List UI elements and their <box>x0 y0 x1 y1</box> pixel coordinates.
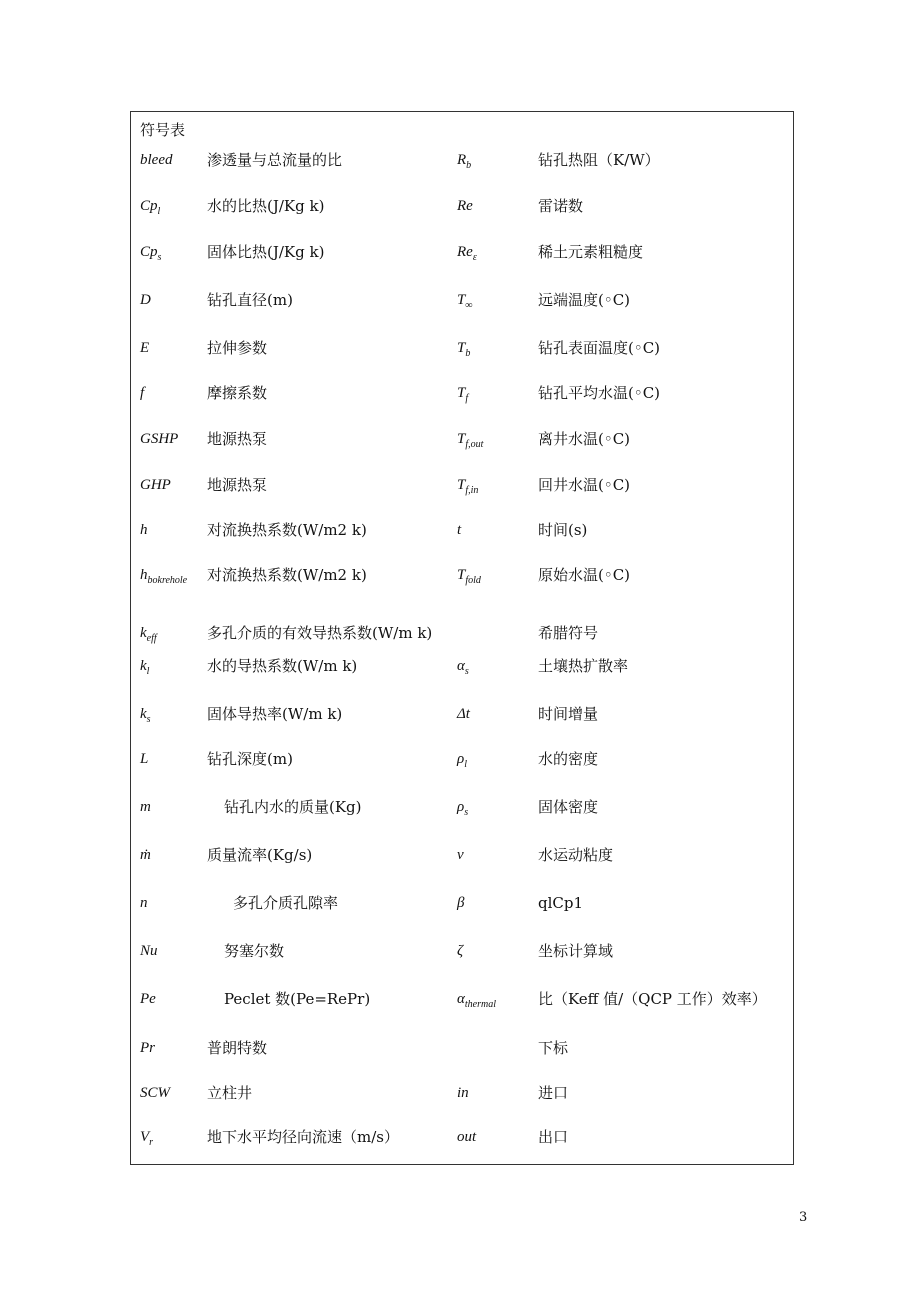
symbol-left: f <box>140 385 145 401</box>
symbol-right: $\alpha_s$ <box>457 658 469 677</box>
symbol-left: h <box>140 522 148 538</box>
table-row <box>0 565 920 589</box>
table-row <box>0 797 920 821</box>
symbol-left: SCW <box>140 1085 170 1101</box>
table-row <box>0 150 920 174</box>
symbol-left: Pr <box>140 1040 155 1056</box>
description-right: 水运动粘度 <box>538 846 614 864</box>
description-right: 回井水温(◦C) <box>538 476 631 494</box>
symbol-right: ν <box>457 847 464 863</box>
description-right: 雷诺数 <box>538 197 584 215</box>
description-right: 稀土元素粗糙度 <box>538 243 644 261</box>
symbol-right: Re <box>457 198 473 214</box>
description-right: 远端温度(◦C) <box>538 291 631 309</box>
symbol-left: E <box>140 340 150 356</box>
symbol-left: GSHP <box>140 431 179 447</box>
table-row <box>0 520 920 544</box>
symbol-right: ζ <box>457 943 464 959</box>
symbol-left: $k_l$ <box>140 658 150 677</box>
table-row <box>0 1038 920 1062</box>
symbol-right: $\rho_s$ <box>457 799 469 818</box>
symbol-right: t <box>457 522 462 538</box>
symbol-left: $k_s$ <box>140 706 151 725</box>
table-row <box>0 989 920 1013</box>
description-left: 立柱井 <box>207 1084 253 1102</box>
symbol-left: $k_{eff}$ <box>140 625 157 644</box>
description-left: 地源热泵 <box>207 430 268 448</box>
description-right: 离井水温(◦C) <box>538 430 631 448</box>
description-right: 时间增量 <box>538 705 599 723</box>
description-right: 水的密度 <box>538 750 599 768</box>
symbol-right: $Re_\varepsilon$ <box>457 244 477 263</box>
table-row <box>0 290 920 314</box>
description-left: 多孔介质的有效导热系数(W/m k) <box>207 624 433 642</box>
description-left: 普朗特数 <box>207 1039 268 1057</box>
description-left: 努塞尔数 <box>224 942 285 960</box>
symbol-right: $T_f$ <box>457 385 469 404</box>
description-left: 固体比热(J/Kg k) <box>207 243 325 261</box>
symbol-left: $Cp_s$ <box>140 244 162 263</box>
table-row <box>0 749 920 773</box>
description-left: 质量流率(Kg/s) <box>207 846 313 864</box>
description-left: 固体导热率(W/m k) <box>207 705 343 723</box>
description-left: 钻孔直径(m) <box>207 291 293 309</box>
symbol-right: $\alpha_{thermal}$ <box>457 991 496 1010</box>
description-right: 坐标计算域 <box>538 942 614 960</box>
table-row <box>0 1127 920 1151</box>
table-title: 符号表 <box>140 121 186 139</box>
description-left: 多孔介质孔隙率 <box>233 894 339 912</box>
description-right: 出口 <box>538 1128 569 1146</box>
symbol-right: $T_\infty$ <box>457 292 473 311</box>
description-right: 土壤热扩散率 <box>538 657 629 675</box>
symbol-left: Nu <box>140 943 158 959</box>
table-row <box>0 656 920 680</box>
description-right: 钻孔表面温度(◦C) <box>538 339 661 357</box>
description-right: 固体密度 <box>538 798 599 816</box>
symbol-left: $Cp_l$ <box>140 198 161 217</box>
description-left: 钻孔内水的质量(Kg) <box>224 798 362 816</box>
table-row <box>0 1083 920 1107</box>
table-row <box>0 704 920 728</box>
symbol-left: ṁ <box>140 847 151 863</box>
table-row <box>0 429 920 453</box>
symbol-right: $\rho_l$ <box>457 751 467 770</box>
symbol-left: $h_{bokrehole}$ <box>140 567 188 586</box>
symbol-right: $T_b$ <box>457 340 471 359</box>
description-left: 地源热泵 <box>207 476 268 494</box>
description-left: 对流换热系数(W/m2 k) <box>207 521 367 539</box>
symbol-left: GHP <box>140 477 171 493</box>
symbol-right: $R_b$ <box>457 152 472 171</box>
symbol-right: β <box>457 895 465 911</box>
symbol-left: Pe <box>140 991 156 1007</box>
table-row <box>0 475 920 499</box>
description-right: 时间(s) <box>538 521 588 539</box>
description-left: 水的导热系数(W/m k) <box>207 657 358 675</box>
table-row <box>0 242 920 266</box>
description-right: 钻孔平均水温(◦C) <box>538 384 661 402</box>
description-left: 拉伸参数 <box>207 339 268 357</box>
description-right: qlCp1 <box>538 894 584 912</box>
symbol-left: m <box>140 799 151 815</box>
table-row <box>0 338 920 362</box>
description-left: 钻孔深度(m) <box>207 750 293 768</box>
table-row <box>0 196 920 220</box>
table-row <box>0 623 920 647</box>
symbol-left: L <box>140 751 149 767</box>
description-right: 进口 <box>538 1084 569 1102</box>
symbol-right: $T_{f,out}$ <box>457 431 484 450</box>
description-right: 比（Keff 值/（QCP 工作）效率） <box>538 990 767 1008</box>
description-left: 水的比热(J/Kg k) <box>207 197 325 215</box>
symbol-left: D <box>140 292 151 308</box>
description-left: 对流换热系数(W/m2 k) <box>207 566 367 584</box>
symbol-right: $T_{f,in}$ <box>457 477 479 496</box>
description-right: 下标 <box>538 1039 569 1057</box>
description-left: Peclet 数(Pe=RePr) <box>224 990 371 1008</box>
symbol-left: $V_r$ <box>140 1129 154 1148</box>
symbol-right: Δt <box>457 706 470 722</box>
symbol-left: n <box>140 895 148 911</box>
table-row <box>0 893 920 917</box>
table-row <box>0 941 920 965</box>
description-left: 摩擦系数 <box>207 384 268 402</box>
page-number: 3 <box>799 1210 808 1225</box>
description-right: 钻孔热阻（K/W） <box>538 151 660 169</box>
symbol-left: bleed <box>140 152 173 168</box>
table-row <box>0 845 920 869</box>
description-right: 希腊符号 <box>538 624 599 642</box>
description-left: 地下水平均径向流速（m/s） <box>207 1128 399 1146</box>
symbol-right: in <box>457 1085 469 1101</box>
table-row <box>0 383 920 407</box>
description-right: 原始水温(◦C) <box>538 566 631 584</box>
symbol-right: out <box>457 1129 477 1145</box>
symbol-right: $T_{fold}$ <box>457 567 481 586</box>
description-left: 渗透量与总流量的比 <box>207 151 343 169</box>
